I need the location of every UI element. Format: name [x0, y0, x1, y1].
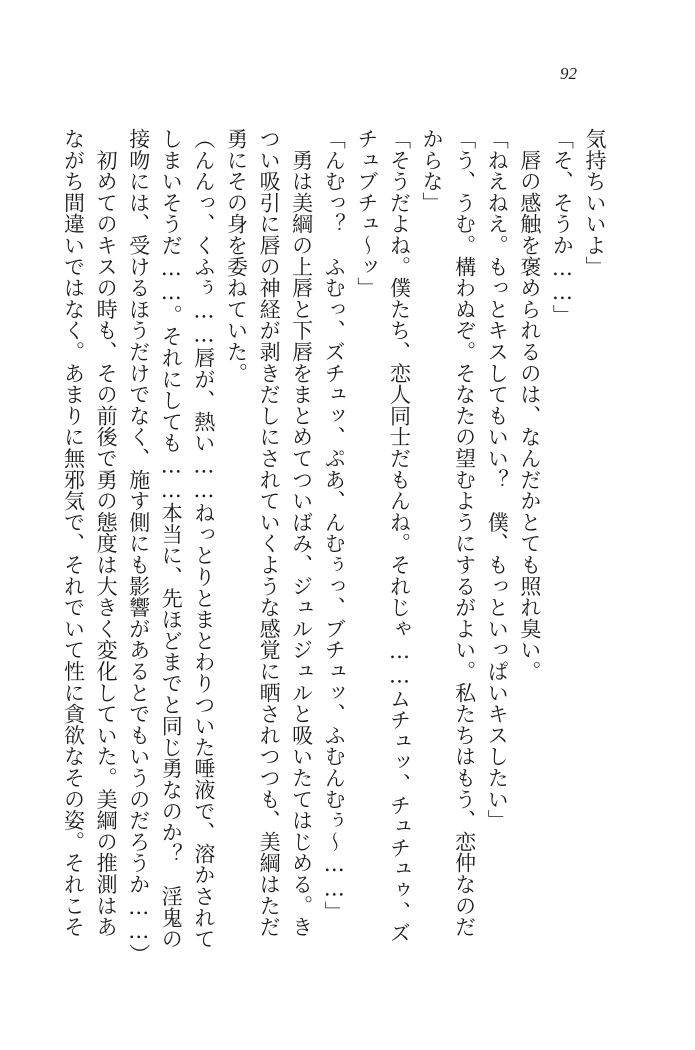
text-line: しまいそうだ……。それにしても……本当に、先ほどまでと同じ勇なのか？ 淫鬼の: [159, 128, 184, 950]
text-line: （んんっ、くふぅ……唇が、熱い……ねっとりとまとわりついた唾液で、溶かされて: [191, 128, 216, 950]
text-line: 気持ちいいよ」: [583, 128, 607, 278]
page-number: 92: [560, 64, 577, 83]
text-line: 「う、うむ。構わぬぞ。そなたの望むようにするがよい。私たちはもう、恋仲なのだ: [452, 128, 477, 938]
text-line: 唇の感触を褒められるのは、なんだかとても照れ臭い。: [517, 128, 542, 682]
text-line: ながち間違いではなく。あまりに無邪気で、それでいて性に貪欲なその姿。それこそ: [61, 128, 86, 938]
text-line: 勇は美綱の上唇と下唇をまとめてついばみ、ジュルジュルと吸いたてはじめる。き: [289, 128, 314, 938]
text-line: チュブチュ～ッ」: [354, 128, 379, 299]
text-line: 勇にその身を委ねていた。: [224, 128, 249, 384]
text-line: 「そうだよね。僕たち、恋人同士だもんね。それじゃ……ムチュッ、チュチュゥ、ズ: [387, 128, 412, 944]
text-line: からな」: [420, 128, 445, 214]
text-line: 「んむっ？ ふむっ、ズチュッ、ぷあ、んむぅっ、ブチュッ、ふむんむぅ～……」: [322, 128, 347, 923]
text-line: 「そ、そうか……」: [550, 128, 575, 326]
body-text: [61, 128, 611, 978]
text-line: 接吻には、受けるほうだけでなく、施す側にも影響があるとでもいうのだろうか……）: [126, 128, 151, 965]
text-line: 初めてのキスの時も、その前後で勇の態度は大きく変化していた。美綱の推測はあ: [94, 128, 119, 938]
text-line: 「ねえねえ。もっとキスしてもいい？ 僕、もっといっぱいキスしたい」: [485, 128, 510, 831]
text-line: つい吸引に唇の神経が剥きだしにされていくような感覚に晒されつつも、美綱はただ: [257, 128, 282, 938]
